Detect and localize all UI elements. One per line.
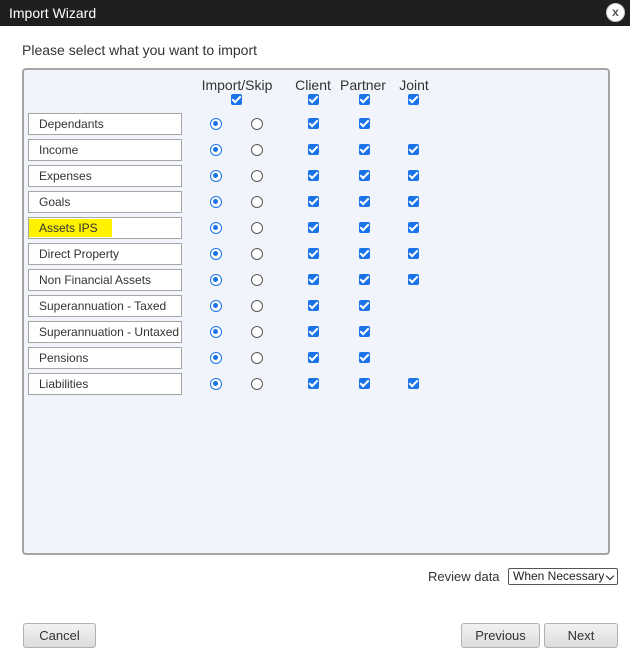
header-checkbox-import-skip[interactable]	[231, 94, 242, 105]
client-checkbox-direct-property[interactable]	[308, 248, 319, 259]
partner-checkbox-non-financial-assets[interactable]	[359, 274, 370, 285]
joint-checkbox-liabilities[interactable]	[408, 378, 419, 389]
joint-checkbox-expenses[interactable]	[408, 170, 419, 181]
skip-radio-liabilities[interactable]	[251, 378, 263, 390]
instruction-text: Please select what you want to import	[22, 42, 258, 58]
import-options-panel	[22, 68, 610, 555]
skip-radio-superannuation-taxed[interactable]	[251, 300, 263, 312]
row-label-text: Dependants	[39, 117, 104, 131]
import-radio-dependants[interactable]	[210, 118, 222, 130]
row-label-text: Liabilities	[39, 377, 89, 391]
skip-radio-dependants[interactable]	[251, 118, 263, 130]
row-label-text: Non Financial Assets	[39, 273, 152, 287]
row-label-text: Goals	[39, 195, 71, 209]
next-button[interactable]: Next	[544, 623, 618, 648]
client-checkbox-assets-ips[interactable]	[308, 222, 319, 233]
row-label-text: Direct Property	[39, 247, 120, 261]
import-radio-assets-ips[interactable]	[210, 222, 222, 234]
review-data-value: When Necessary	[513, 569, 605, 583]
joint-checkbox-income[interactable]	[408, 144, 419, 155]
client-checkbox-pensions[interactable]	[308, 352, 319, 363]
row-label-superannuation-untaxed	[28, 321, 182, 343]
client-checkbox-superannuation-untaxed[interactable]	[308, 326, 319, 337]
skip-radio-direct-property[interactable]	[251, 248, 263, 260]
joint-checkbox-non-financial-assets[interactable]	[408, 274, 419, 285]
header-checkbox-partner[interactable]	[359, 94, 370, 105]
row-label-dependants	[28, 113, 182, 135]
client-checkbox-expenses[interactable]	[308, 170, 319, 181]
header-checkbox-joint[interactable]	[408, 94, 419, 105]
joint-checkbox-goals[interactable]	[408, 196, 419, 207]
row-label-text: Superannuation - Taxed	[39, 299, 167, 313]
partner-checkbox-assets-ips[interactable]	[359, 222, 370, 233]
previous-button[interactable]: Previous	[461, 623, 540, 648]
skip-radio-non-financial-assets[interactable]	[251, 274, 263, 286]
client-checkbox-superannuation-taxed[interactable]	[308, 300, 319, 311]
row-label-direct-property	[28, 243, 182, 265]
import-radio-superannuation-untaxed[interactable]	[210, 326, 222, 338]
column-header-client: Client	[295, 77, 331, 93]
column-header-partner: Partner	[340, 77, 386, 93]
partner-checkbox-liabilities[interactable]	[359, 378, 370, 389]
import-radio-goals[interactable]	[210, 196, 222, 208]
close-icon[interactable]: x	[606, 3, 625, 22]
skip-radio-superannuation-untaxed[interactable]	[251, 326, 263, 338]
row-label-text: Assets IPS	[29, 219, 112, 237]
client-checkbox-goals[interactable]	[308, 196, 319, 207]
cancel-button[interactable]: Cancel	[23, 623, 96, 648]
import-radio-non-financial-assets[interactable]	[210, 274, 222, 286]
row-label-text: Superannuation - Untaxed	[39, 325, 180, 339]
row-label-text: Income	[39, 143, 79, 157]
import-radio-pensions[interactable]	[210, 352, 222, 364]
partner-checkbox-superannuation-untaxed[interactable]	[359, 326, 370, 337]
skip-radio-income[interactable]	[251, 144, 263, 156]
import-radio-liabilities[interactable]	[210, 378, 222, 390]
review-data-select[interactable]	[508, 568, 618, 585]
partner-checkbox-superannuation-taxed[interactable]	[359, 300, 370, 311]
row-label-non-financial-assets	[28, 269, 182, 291]
chevron-down-icon	[606, 572, 614, 580]
skip-radio-assets-ips[interactable]	[251, 222, 263, 234]
row-label-text: Expenses	[39, 169, 92, 183]
import-radio-direct-property[interactable]	[210, 248, 222, 260]
partner-checkbox-direct-property[interactable]	[359, 248, 370, 259]
skip-radio-pensions[interactable]	[251, 352, 263, 364]
row-label-pensions	[28, 347, 182, 369]
row-label-liabilities	[28, 373, 182, 395]
joint-checkbox-assets-ips[interactable]	[408, 222, 419, 233]
partner-checkbox-expenses[interactable]	[359, 170, 370, 181]
import-radio-income[interactable]	[210, 144, 222, 156]
client-checkbox-dependants[interactable]	[308, 118, 319, 129]
column-header-joint: Joint	[399, 77, 429, 93]
partner-checkbox-income[interactable]	[359, 144, 370, 155]
row-label-text: Pensions	[39, 351, 89, 365]
skip-radio-goals[interactable]	[251, 196, 263, 208]
row-label-goals	[28, 191, 182, 213]
row-label-superannuation-taxed	[28, 295, 182, 317]
row-label-assets-ips	[28, 217, 182, 239]
client-checkbox-income[interactable]	[308, 144, 319, 155]
skip-radio-expenses[interactable]	[251, 170, 263, 182]
column-header-import-skip: Import/Skip	[201, 77, 273, 93]
joint-checkbox-direct-property[interactable]	[408, 248, 419, 259]
import-radio-superannuation-taxed[interactable]	[210, 300, 222, 312]
row-label-expenses	[28, 165, 182, 187]
partner-checkbox-pensions[interactable]	[359, 352, 370, 363]
partner-checkbox-goals[interactable]	[359, 196, 370, 207]
partner-checkbox-dependants[interactable]	[359, 118, 370, 129]
client-checkbox-liabilities[interactable]	[308, 378, 319, 389]
client-checkbox-non-financial-assets[interactable]	[308, 274, 319, 285]
review-data-label: Review data	[428, 569, 500, 584]
import-radio-expenses[interactable]	[210, 170, 222, 182]
row-label-income	[28, 139, 182, 161]
header-checkbox-client[interactable]	[308, 94, 319, 105]
title-bar	[0, 0, 630, 26]
window-title: Import Wizard	[9, 5, 97, 21]
